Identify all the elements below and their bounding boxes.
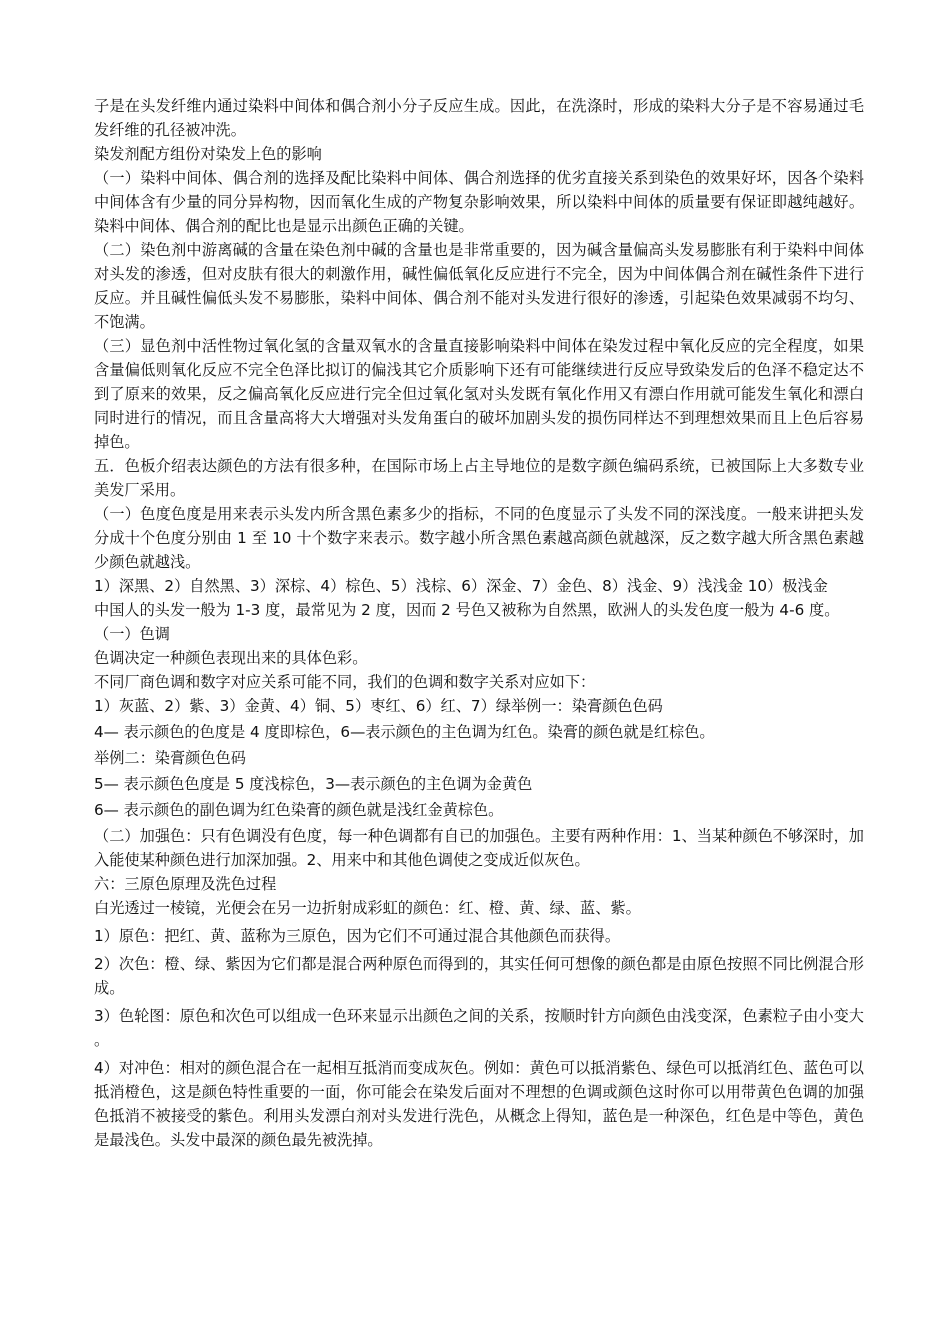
- heading-formula-influence: 染发剂配方组份对染发上色的影响: [94, 145, 322, 163]
- example-two-line-two: 6— 表示颜色的副色调为红色染膏的颜色就是浅红金黄棕色。: [94, 801, 504, 819]
- paragraph-dye-molecule-intro: 子是在头发纤维内通过染料中间体和偶合剂小分子反应生成。因此，在洗涤时，形成的染料大分子是不容易通过毛发纤维的孔径被冲洗。: [94, 97, 864, 139]
- paragraph-color-chart-intro: 五．色板介绍表达颜色的方法有很多种，在国际市场上占主导地位的是数字颜色编码系统，已被国际上大多数专业美发厂采用。: [94, 457, 864, 499]
- item-primary-colors: 1）原色：把红、黄、蓝称为三原色，因为它们不可通过混合其他颜色而获得。: [94, 927, 621, 945]
- list-tone-numbers: 1）灰蓝、2）紫、3）金黄、4）铜、5）枣红、6）红、7）绿举例一：染膏颜色色码: [94, 697, 663, 715]
- heading-primary-colors: 六：三原色原理及洗色过程: [94, 875, 277, 893]
- example-one-detail: 4— 表示颜色的色度是 4 度即棕色，6—表示颜色的主色调为红色。染膏的颜色就是红棕色。: [94, 723, 715, 741]
- paragraph-intermediates-couplers: （一）染料中间体、偶合剂的选择及配比染料中间体、偶合剂选择的优劣直接关系到染色的效果好坏，因各个染料中间体含有少量的同分异构物，因而氧化生成的产物复杂影响效果，所以染料中间体的质量要有保证即越纯越好。染料中间体、偶合剂的配比也是显示出颜色正确的关键。: [94, 169, 864, 235]
- paragraph-tone-definition: 色调决定一种颜色表现出来的具体色彩。: [94, 649, 368, 667]
- item-complementary-colors: 4）对冲色：相对的颜色混合在一起相互抵消而变成灰色。例如：黄色可以抵消紫色、绿色可以抵消红色、蓝色可以抵消橙色，这是颜色特性重要的一面，你可能会在染发后面对不理想的色调或颜色这时你可以用带黄色色调的加强色抵消不被接受的紫色。利用头发漂白剂对头发进行洗色，从概念上得知，蓝色是一种深色，红色是中等色，黄色是最浅色。头发中最深的颜色最先被洗掉。: [94, 1059, 864, 1149]
- document-page: [94, 94, 864, 1152]
- paragraph-intensifier: （二）加强色：只有色调没有色度，每一种色调都有自已的加强色。主要有两种作用：1、当某种颜色不够深时，加入能使某种颜色进行加深加强。2、用来中和其他色调使之变成近似灰色。: [94, 827, 864, 869]
- list-depth-levels: 1）深黑、2）自然黑、3）深棕、4）棕色、5）浅棕、6）深金、7）金色、8）浅金、9）浅浅金 10）极浅金: [94, 577, 828, 595]
- paragraph-free-alkali: （二）染色剂中游离碱的含量在染色剂中碱的含量也是非常重要的，因为碱含量偏高头发易膨胀有利于染料中间体对头发的渗透，但对皮肤有很大的刺激作用，碱性偏低氧化反应进行不完全，因为中间体偶合剂在碱性条件下进行反应。并且碱性偏低头发不易膨胀，染料中间体、偶合剂不能对头发进行很好的渗透，引起染色效果减弱不均匀、不饱满。: [94, 241, 864, 331]
- item-color-wheel: 3）色轮图：原色和次色可以组成一色环来显示出颜色之间的关系，按顺时针方向颜色由浅变深，色素粒子由小变大。: [94, 1007, 864, 1049]
- heading-color-tone: （一）色调: [94, 625, 170, 643]
- paragraph-color-depth: （一）色度色度是用来表示头发内所含黑色素多少的指标，不同的色度显示了头发不同的深浅度。一般来讲把头发分成十个色度分别由 1 至 10 十个数字来表示。数字越小所含黑色素越高颜色就越深，反之数字越大所含黑色素越少颜色就越浅。: [94, 505, 864, 571]
- heading-example-two: 举例二：染膏颜色色码: [94, 749, 246, 767]
- paragraph-prism: 白光透过一棱镜，光便会在另一边折射成彩虹的颜色：红、橙、黄、绿、蓝、紫。: [94, 899, 641, 917]
- paragraph-chinese-hair-depth: 中国人的头发一般为 1-3 度，最常见为 2 度，因而 2 号色又被称为自然黑，欧洲人的头发色度一般为 4-6 度。: [94, 601, 840, 619]
- item-secondary-colors: 2）次色：橙、绿、紫因为它们都是混合两种原色而得到的，其实任何可想像的颜色都是由原色按照不同比例混合形成。: [94, 955, 864, 997]
- paragraph-hydrogen-peroxide: （三）显色剂中活性物过氧化氢的含量双氧水的含量直接影响染料中间体在染发过程中氧化反应的完全程度，如果含量偏低则氧化反应不完全色泽比拟订的偏浅其它介质影响下还有可能继续进行反应导致染发后的色泽不稳定达不到了原来的效果，反之偏高氧化反应进行完全但过氧化氢对头发既有氧化作用又有漂白作用就可能发生氧化和漂白同时进行的情况，而且含量高将大大增强对头发角蛋白的破坏加剧头发的损伤同样达不到理想效果而且上色后容易掉色。: [94, 337, 864, 451]
- example-two-line-one: 5— 表示颜色色度是 5 度浅棕色，3—表示颜色的主色调为金黄色: [94, 775, 533, 793]
- paragraph-tone-mapping-intro: 不同厂商色调和数字对应关系可能不同，我们的色调和数字关系对应如下：: [94, 673, 596, 691]
